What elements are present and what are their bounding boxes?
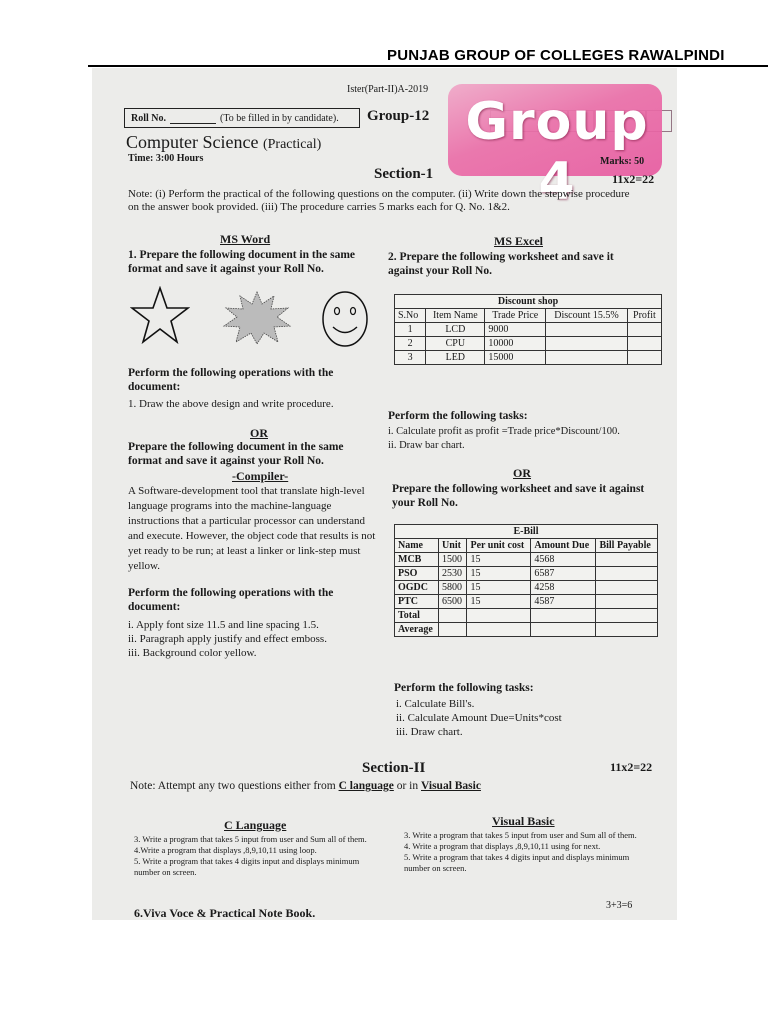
ms-excel-heading: MS Excel — [494, 234, 543, 248]
table-cell — [627, 337, 661, 351]
excel-prepare2: Prepare the following worksheet and save it against your Roll No. — [392, 483, 645, 509]
table-cell: 15 — [467, 581, 531, 595]
c-item: 5. Write a program that takes 4 digits input and displays minimum number on screen. — [134, 856, 360, 877]
ebill-table-title: E-Bill — [395, 525, 658, 539]
word-op-item: iii. Background color yellow. — [128, 647, 257, 659]
table-row — [395, 553, 658, 567]
exam-marks: Marks: 50 — [600, 156, 645, 167]
table-cell — [531, 623, 596, 637]
table-row — [395, 609, 658, 623]
excel-task-item: i. Calculate profit as profit =Trade price*Discount/100. — [388, 426, 620, 437]
table-cell: 4587 — [531, 595, 596, 609]
group-sticker-text: Group 4 — [465, 92, 649, 212]
subject-title — [126, 132, 321, 153]
section2-score: 11x2=22 — [610, 760, 653, 774]
discount-header: Profit — [627, 309, 661, 323]
exam-time: Time: 3:00 Hours — [128, 153, 204, 164]
table-cell: PTC — [395, 595, 439, 609]
table-cell: 3 — [395, 351, 426, 365]
excel-task2-item: iii. Draw chart. — [396, 726, 463, 738]
c-item: 4.Write a program that displays ,8,9,10,11 using loop. — [134, 845, 317, 855]
table-cell: PSO — [395, 567, 439, 581]
table-cell: Average — [395, 623, 439, 637]
roll-note: (To be filled in by candidate). — [220, 112, 339, 124]
table-row — [395, 351, 662, 365]
ebill-header: Bill Payable — [596, 539, 658, 553]
table-cell — [467, 609, 531, 623]
viva-line: 6.Viva Voce & Practical Note Book. — [134, 906, 316, 920]
roll-label: Roll No. — [131, 112, 166, 124]
excel-task-item: ii. Draw bar chart. — [388, 440, 465, 451]
vb-item: 3. Write a program that takes 5 input from user and Sum all of them. — [404, 830, 637, 840]
table-cell: 6587 — [531, 567, 596, 581]
table-cell: 15 — [467, 553, 531, 567]
table-row — [395, 595, 658, 609]
excel-task2-item: ii. Calculate Amount Due=Units*cost — [396, 712, 562, 724]
discount-table-title: Discount shop — [395, 295, 662, 309]
star-shape — [130, 286, 190, 344]
table-cell: Total — [395, 609, 439, 623]
section2-note-c: C language — [338, 780, 394, 792]
discount-header: Trade Price — [485, 309, 546, 323]
header-divider — [88, 65, 768, 67]
excel-task2-item: i. Calculate Bill's. — [396, 698, 475, 710]
exam-code: Ister(Part-II)A-2019 — [347, 84, 429, 95]
table-cell — [627, 323, 661, 337]
table-cell — [596, 553, 658, 567]
table-cell — [531, 609, 596, 623]
section2-note-or: or in — [396, 780, 419, 792]
table-cell: 1 — [395, 323, 426, 337]
table-cell — [596, 609, 658, 623]
section1-score: 11x2=22 — [612, 172, 655, 186]
excel-tasks2-heading: Perform the following tasks: — [394, 682, 534, 694]
section1-title: Section-1 — [374, 166, 434, 182]
table-cell: 4258 — [531, 581, 596, 595]
ms-word-heading: MS Word — [220, 232, 271, 246]
explosion-shape — [222, 290, 292, 345]
discount-shop-table — [394, 294, 662, 365]
visual-basic-list — [404, 830, 644, 874]
excel-or: OR — [513, 466, 531, 480]
section2-title: Section-II — [362, 760, 426, 776]
table-cell — [596, 623, 658, 637]
roll-number-box — [124, 108, 360, 128]
table-cell: 15 — [467, 567, 531, 581]
table-cell — [627, 351, 661, 365]
excel-tasks-list — [388, 425, 620, 453]
word-q1: 1. Prepare the following document in the same format and save it against your Roll No. — [128, 249, 356, 275]
e-bill-table — [394, 524, 658, 637]
vb-item: 5. Write a program that takes 4 digits input and displays minimum number on screen. — [404, 852, 630, 873]
table-cell — [596, 595, 658, 609]
exam-paper-scan — [92, 68, 677, 920]
table-cell: CPU — [426, 337, 485, 351]
c-language-list — [134, 834, 374, 878]
table-cell — [596, 581, 658, 595]
table-cell: 9000 — [485, 323, 546, 337]
table-cell — [546, 337, 628, 351]
college-header: PUNJAB GROUP OF COLLEGES RAWALPINDI — [387, 47, 725, 64]
ebill-header: Name — [395, 539, 439, 553]
section2-note — [130, 780, 481, 792]
ebill-header: Per unit cost — [467, 539, 531, 553]
subject-name: Computer Science — [126, 132, 259, 152]
smiley-face-shape — [320, 290, 370, 348]
word-prepare2: Prepare the following document in the same format and save it against your Roll No. — [128, 441, 344, 467]
vb-item: 4. Write a program that displays ,8,9,10,11 using for next. — [404, 841, 601, 851]
c-item: 3. Write a program that takes 5 input from user and Sum all of them. — [134, 834, 367, 844]
table-row — [395, 581, 658, 595]
table-cell: 15 — [467, 595, 531, 609]
table-cell — [439, 623, 467, 637]
table-cell: LED — [426, 351, 485, 365]
excel-tasks2-list — [396, 697, 562, 739]
table-row — [395, 623, 658, 637]
group-label: Group-12 — [367, 108, 430, 124]
compiler-heading: -Compiler- — [232, 469, 289, 483]
word-or: OR — [250, 426, 268, 440]
section2-note-vb: Visual Basic — [421, 780, 481, 792]
roll-blank — [170, 113, 216, 124]
table-cell: LCD — [426, 323, 485, 337]
table-cell — [596, 567, 658, 581]
table-cell: MCB — [395, 553, 439, 567]
word-ops-list — [128, 618, 327, 660]
section1-note: Note: (i) Perform the practical of the following questions on the computer. (ii) Write down the stepwise procedure on the answer book provided. (iii) The procedure carries 5 marks each for Q. No. 1&2. — [128, 188, 630, 213]
table-cell — [546, 323, 628, 337]
table-cell: 4568 — [531, 553, 596, 567]
table-cell: OGDC — [395, 581, 439, 595]
table-cell — [439, 609, 467, 623]
excel-q2: 2. Prepare the following worksheet and save it against your Roll No. — [388, 251, 614, 277]
table-row — [395, 567, 658, 581]
word-op1: 1. Draw the above design and write procedure. — [128, 398, 334, 410]
table-cell: 2530 — [439, 567, 467, 581]
discount-header: Item Name — [426, 309, 485, 323]
table-cell: 6500 — [439, 595, 467, 609]
table-cell: 5800 — [439, 581, 467, 595]
ebill-header: Unit — [439, 539, 467, 553]
viva-marks: 3+3=6 — [606, 900, 633, 911]
table-cell: 15000 — [485, 351, 546, 365]
section2-note-prefix: Note: Attempt any two questions either from — [130, 780, 336, 792]
table-row — [395, 337, 662, 351]
discount-header: S.No — [395, 309, 426, 323]
table-cell — [467, 623, 531, 637]
subject-suffix: (Practical) — [262, 137, 322, 152]
table-cell: 10000 — [485, 337, 546, 351]
ebill-header: Amount Due — [531, 539, 596, 553]
table-row — [395, 323, 662, 337]
word-perform1: Perform the following operations with the document: — [128, 367, 334, 393]
word-op-item: i. Apply font size 11.5 and line spacing 1.5. — [128, 619, 319, 631]
table-cell: 2 — [395, 337, 426, 351]
table-cell — [546, 351, 628, 365]
word-op-item: ii. Paragraph apply justify and effect emboss. — [128, 633, 327, 645]
c-language-heading: C Language — [224, 818, 287, 832]
visual-basic-heading: Visual Basic — [492, 814, 555, 828]
word-perform2: Perform the following operations with the document: — [128, 587, 334, 613]
compiler-paragraph: A Software-development tool that translate high-level language programs into the machine-language instructions that a particular processor can understand and execute. However, the object code that results is not yet ready to be run; at least a linker or link-step must yellow. — [128, 485, 376, 572]
excel-tasks-heading: Perform the following tasks: — [388, 410, 528, 422]
discount-header: Discount 15.5% — [546, 309, 628, 323]
table-cell: 1500 — [439, 553, 467, 567]
